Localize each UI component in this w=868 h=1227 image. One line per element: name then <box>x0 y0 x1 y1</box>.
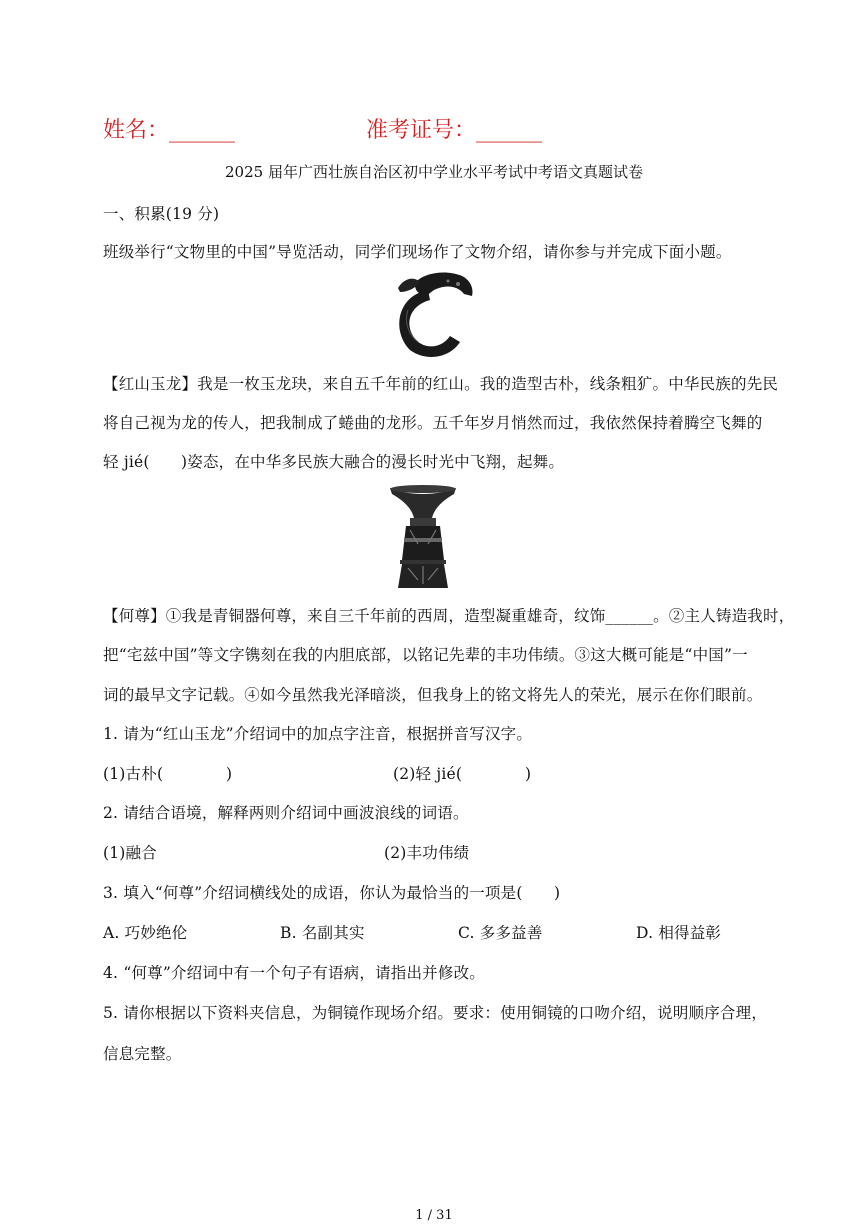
question-5-line-1: 5. 请你根据以下资料夹信息，为铜镜作现场介绍。要求：使用铜镜的口吻介绍，说明顺序合理， <box>103 1004 768 1022</box>
jade-dragon-text-line-1: 【红山玉龙】我是一枚玉龙玦，来自五千年前的红山。我的造型古朴，线条粗犷。中华民族的先民 <box>103 375 779 393</box>
name-field-label: 姓名：______ <box>103 118 236 143</box>
he-zun-text-line-3: 词的最早文字记载。④如今虽然我光泽暗淡，但我身上的铭文将先人的荣光，展示在你们眼前。 <box>103 686 763 704</box>
question-3-option-a: A. 巧妙绝伦 <box>103 924 188 942</box>
question-3-option-c: C. 多多益善 <box>458 924 543 942</box>
bronze-vessel-icon <box>388 484 458 590</box>
he-zun-text-line-1: 【何尊】①我是青铜器何尊，来自三千年前的西周，造型凝重雄奇，纹饰______。②主人铸造我时， <box>103 607 795 625</box>
question-2-part-a: (1)融合 <box>103 844 157 862</box>
section-heading: 一、积累(19 分) <box>103 205 220 223</box>
page-number: 1 / 31 <box>415 1208 453 1223</box>
jade-dragon-text-line-3: 轻 jié( )姿态，在中华多民族大融合的漫长时光中飞翔，起舞。 <box>103 453 565 471</box>
question-1-part-b: (2)轻 jié( ) <box>393 765 532 783</box>
question-2: 2. 请结合语境，解释两则介绍词中画波浪线的词语。 <box>103 804 469 822</box>
question-3-option-d: D. 相得益彰 <box>636 924 722 942</box>
question-3: 3. 填入“何尊”介绍词横线处的成语，你认为最恰当的一项是( ) <box>103 884 561 902</box>
exam-id-field-label: 准考证号：______ <box>366 118 543 143</box>
section-intro: 班级举行“文物里的中国”导览活动，同学们现场作了文物介绍，请你参与并完成下面小题。 <box>103 243 732 261</box>
jade-dragon-icon <box>388 270 478 362</box>
question-1-part-a: (1)古朴( ) <box>103 765 233 783</box>
question-1: 1. 请为“红山玉龙”介绍词中的加点字注音，根据拼音写汉字。 <box>103 725 533 743</box>
paper-title: 2025 届年广西壮族自治区初中学业水平考试中考语文真题试卷 <box>225 163 643 181</box>
jade-dragon-text-line-2: 将自己视为龙的传人，把我制成了蜷曲的龙形。五千年岁月悄然而过，我依然保持着腾空飞舞的 <box>103 414 763 432</box>
question-2-part-b: (2)丰功伟绩 <box>384 844 470 862</box>
question-5-line-2: 信息完整。 <box>103 1045 182 1063</box>
question-3-option-b: B. 名副其实 <box>280 924 365 942</box>
question-4: 4. “何尊”介绍词中有一个句子有语病，请指出并修改。 <box>103 964 485 982</box>
he-zun-text-line-2: 把“宅兹中国”等文字镌刻在我的内胆底部，以铭记先辈的丰功伟绩。③这大概可能是“中国”一 <box>103 646 748 664</box>
